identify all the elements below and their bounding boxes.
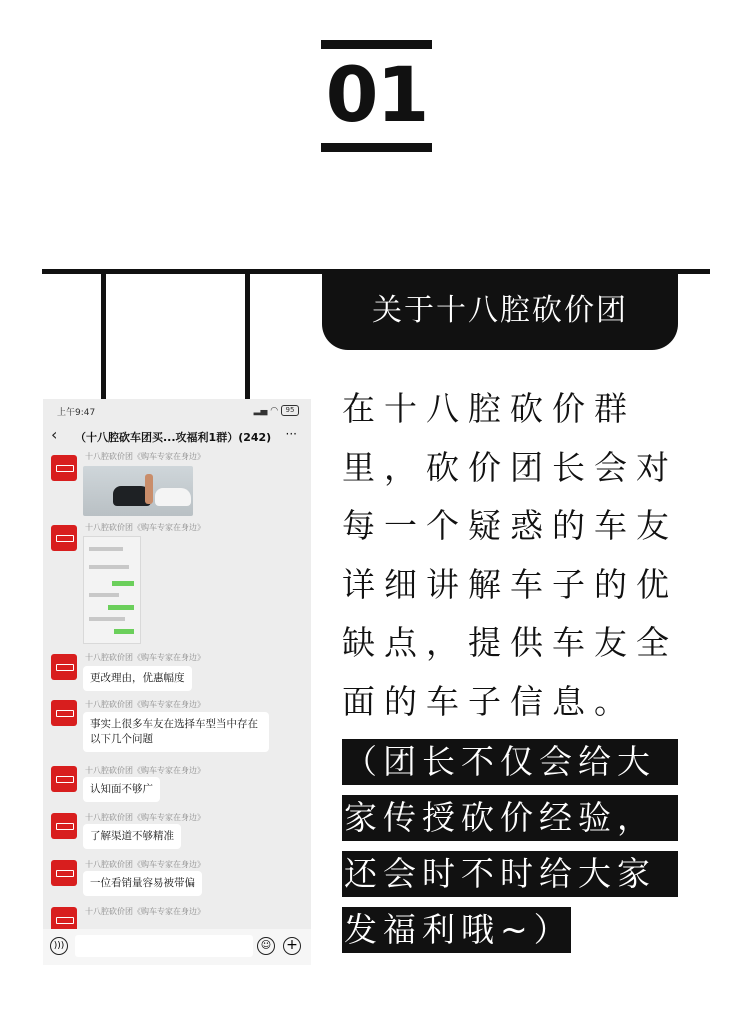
emoji-icon[interactable]: ☺	[257, 937, 275, 955]
voice-icon[interactable]: )))	[50, 937, 68, 955]
sender-name: 十八腔砍价团《购车专家在身边》	[85, 907, 205, 916]
avatar[interactable]	[51, 766, 77, 792]
message-bubble[interactable]: 认知面不够广	[83, 777, 160, 802]
avatar[interactable]	[51, 813, 77, 839]
battery-icon: 95	[281, 405, 299, 416]
plus-icon[interactable]: +	[283, 937, 301, 955]
sender-name: 十八腔砍价团《购车专家在身边》	[85, 766, 205, 775]
chat-screenshot-thumbnail[interactable]	[83, 536, 141, 644]
avatar[interactable]	[51, 525, 77, 551]
paragraph-line: 面的车子信息。	[342, 681, 636, 721]
sender-name: 十八腔砍价团《购车专家在身边》	[85, 813, 205, 822]
message-bubble[interactable]: 事实上很多车友在选择车型当中存在以下几个问题	[83, 712, 269, 752]
avatar[interactable]	[51, 700, 77, 726]
hanging-wire-left	[101, 273, 106, 400]
paragraph-line: 里，砍价团长会对	[342, 447, 678, 487]
thumb-line	[108, 605, 134, 610]
paragraph-line: 每一个疑惑的车友	[342, 506, 678, 545]
thumb-line	[112, 581, 134, 586]
highlight-line: 还会时不时给大家	[342, 851, 678, 897]
status-icons: ▂▄ ◠ 95	[254, 405, 299, 416]
hanging-wire-right	[245, 273, 250, 400]
sender-name: 十八腔砍价团《购车专家在身边》	[85, 700, 205, 709]
number-bottom-rule	[321, 143, 432, 152]
chat-screenshot	[43, 399, 311, 965]
thumb-line	[89, 565, 129, 569]
message-input[interactable]	[75, 935, 253, 957]
message-bubble[interactable]: 一位看销量容易被带偏	[83, 871, 202, 896]
paragraph-line: 缺点，提供车友全	[342, 623, 678, 662]
highlight-line: （团长不仅会给大	[342, 739, 678, 785]
avatar[interactable]	[51, 860, 77, 886]
highlight-line: 家传授砍价经验，	[342, 795, 678, 841]
avatar[interactable]	[51, 455, 77, 481]
status-time: 上午9:47	[57, 408, 96, 418]
car-image	[155, 488, 191, 506]
car-photo[interactable]	[83, 466, 193, 516]
sender-name: 十八腔砍价团《购车专家在身边》	[85, 860, 205, 869]
sender-name: 十八腔砍价团《购车专家在身边》	[85, 523, 205, 532]
status-bar	[43, 399, 311, 421]
thumb-line	[114, 629, 134, 634]
paragraph-line: 在十八腔砍价群	[342, 389, 636, 428]
thumb-line	[89, 617, 125, 621]
chat-input-bar	[43, 929, 311, 965]
chevron-left-icon[interactable]: ‹	[51, 425, 58, 444]
ellipsis-icon[interactable]: ···	[285, 427, 297, 441]
chat-title: （十八腔砍车团买...攻福利1群）(242)	[75, 431, 272, 444]
section-title: 关于十八腔砍价团	[322, 272, 678, 350]
person-image	[145, 474, 153, 504]
highlight-line: 发福利哦~）	[342, 907, 571, 953]
thumb-line	[89, 547, 123, 551]
paragraph-line: 详细讲解车子的优	[342, 564, 678, 604]
sender-name: 十八腔砍价团《购车专家在身边》	[85, 452, 205, 461]
sender-name: 十八腔砍价团《购车专家在身边》	[85, 653, 205, 662]
chat-header	[43, 423, 311, 449]
section-number: 01	[325, 50, 428, 139]
message-bubble[interactable]: 更改理由，优惠幅度	[83, 666, 192, 691]
description-paragraph	[342, 380, 682, 731]
message-bubble[interactable]: 了解渠道不够精准	[83, 824, 181, 849]
number-top-rule	[321, 40, 432, 49]
avatar[interactable]	[51, 654, 77, 680]
thumb-line	[89, 593, 119, 597]
